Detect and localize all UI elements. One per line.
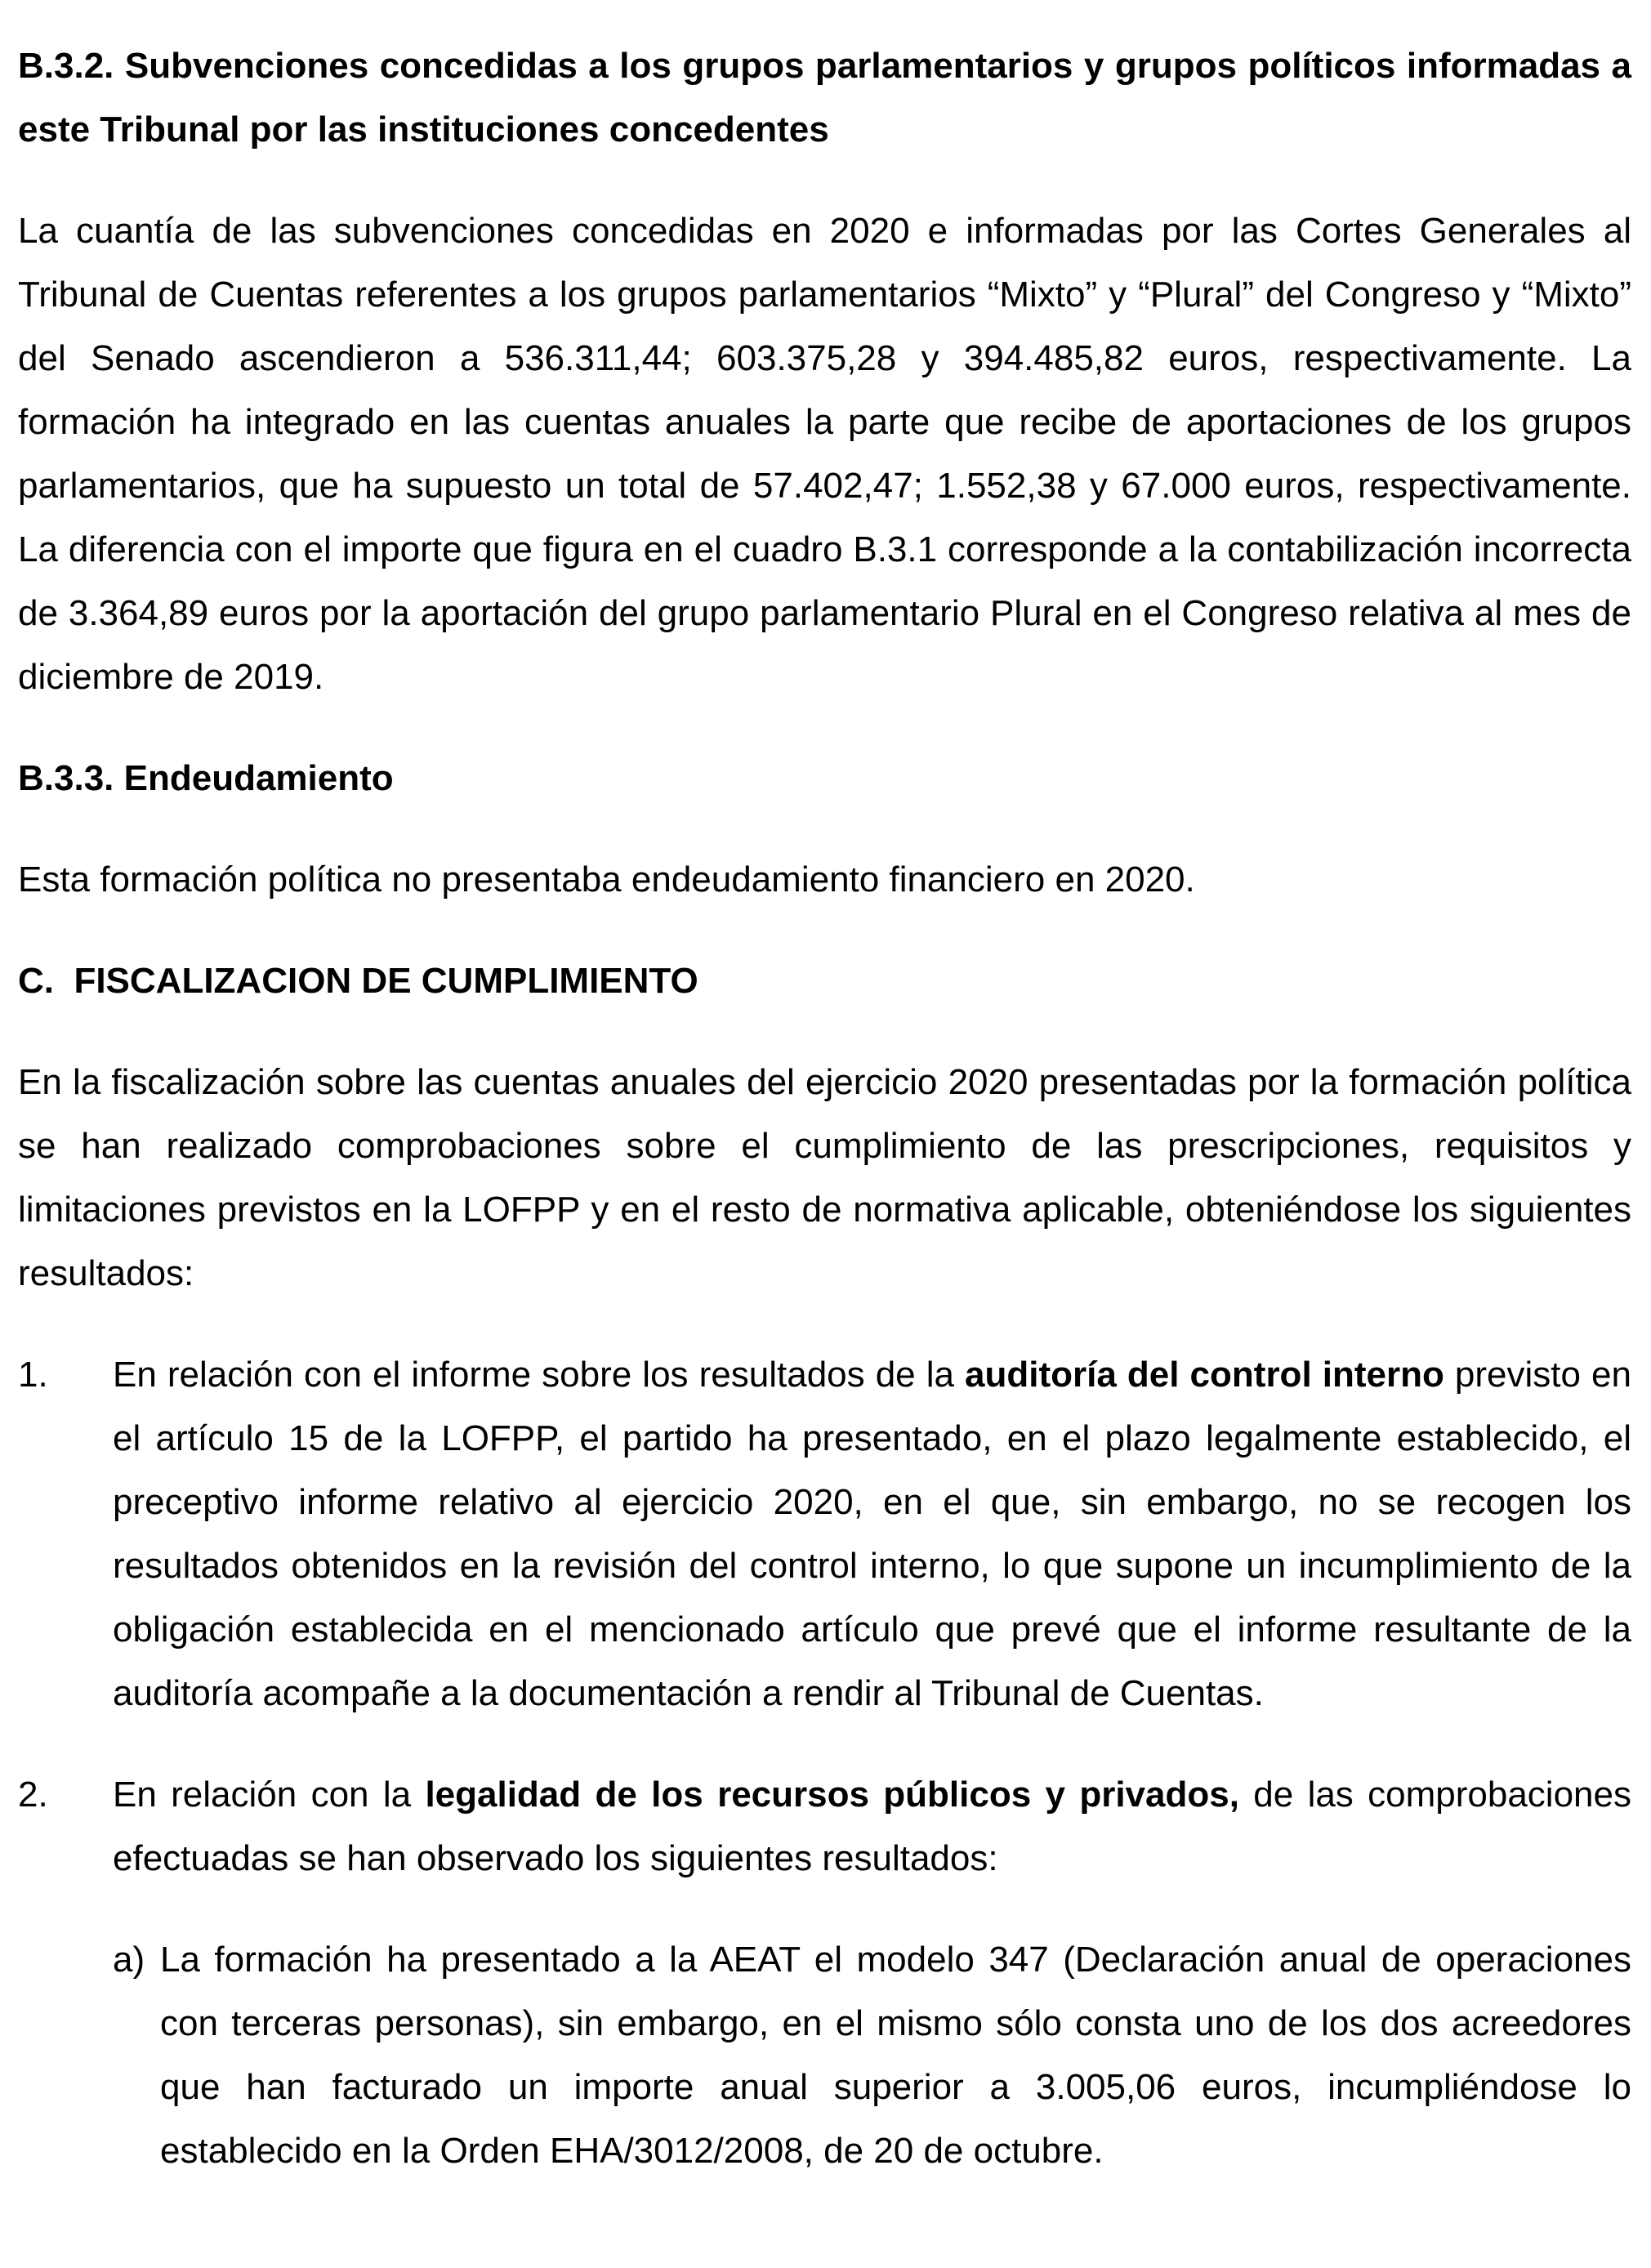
list-item-1-text-post: previsto en el artículo 15 de la LOFPP, el partido ha presentado, en el plazo legalmente establecido, el preceptivo informe relativo al ejercicio 2020, en el que, sin embargo, no se recogen los resultados obtenidos en la revisión del control interno, lo que supone un incumplimiento de la obligación establecida en el mencionado artículo que prevé que el informe resultante de la auditoría acompañe a la documentación a rendir al Tribunal de Cuentas.	[113, 1355, 1631, 1713]
list-item-1-text-pre: En relación con el informe sobre los resultados de la	[113, 1355, 966, 1395]
list-subitem-a	[113, 1928, 1631, 2183]
list-item-1-text-bold: auditoría del control interno	[965, 1355, 1444, 1395]
document-page	[18, 34, 1631, 2183]
list-item-1-number: 1.	[18, 1355, 48, 1395]
section-c-heading: C. FISCALIZACION DE CUMPLIMIENTO	[18, 961, 698, 1001]
list-item-2-text-pre: En relación con la	[113, 1775, 426, 1815]
section-b32-heading: B.3.2. Subvenciones concedidas a los grupos parlamentarios y grupos políticos informadas a este Tribunal por las instituciones concedentes	[18, 46, 1631, 150]
list-item-2-text-post: de las comprobaciones efectuadas se han observado los siguientes resultados:	[113, 1775, 1631, 1878]
section-b32-paragraph: La cuantía de las subvenciones concedidas en 2020 e informadas por las Cortes Generales al Tribunal de Cuentas referentes a los grupos parlamentarios “Mixto” y “Plural” del Congreso y “Mixto” del Senado ascendieron a 536.311,44; 603.375,28 y 394.485,82 euros, respectivamente. La formación ha integrado en las cuentas anuales la parte que recibe de aportaciones de los grupos parlamentarios, que ha supuesto un total de 57.402,47; 1.552,38 y 67.000 euros, respectivamente. La diferencia con el importe que figura en el cuadro B.3.1 corresponde a la contabilización incorrecta de 3.364,89 euros por la aportación del grupo parlamentario Plural en el Congreso relativa al mes de diciembre de 2019.	[18, 211, 1631, 697]
list-item-2-text-bold: legalidad de los recursos públicos y privados,	[425, 1775, 1239, 1815]
list-item-2	[18, 1763, 1631, 1891]
list-item-2-number: 2.	[18, 1775, 48, 1815]
list-item-1	[18, 1343, 1631, 1726]
section-b33-heading: B.3.3. Endeudamiento	[18, 758, 394, 798]
section-c-intro: En la fiscalización sobre las cuentas anuales del ejercicio 2020 presentadas por la formación política se han realizado comprobaciones sobre el cumplimiento de las prescripciones, requisitos y limitaciones previstos en la LOFPP y en el resto de normativa aplicable, obteniéndose los siguientes resultados:	[18, 1062, 1631, 1293]
list-subitem-a-text: La formación ha presentado a la AEAT el modelo 347 (Declaración anual de operaciones con terceras personas), sin embargo, en el mismo sólo consta uno de los dos acreedores que han facturado un importe anual superior a 3.005,06 euros, incumpliéndose lo establecido en la Orden EHA/3012/2008, de 20 de octubre.	[160, 1940, 1631, 2171]
section-b33-paragraph: Esta formación política no presentaba endeudamiento financiero en 2020.	[18, 859, 1195, 900]
list-subitem-a-letter: a)	[113, 1940, 145, 1980]
